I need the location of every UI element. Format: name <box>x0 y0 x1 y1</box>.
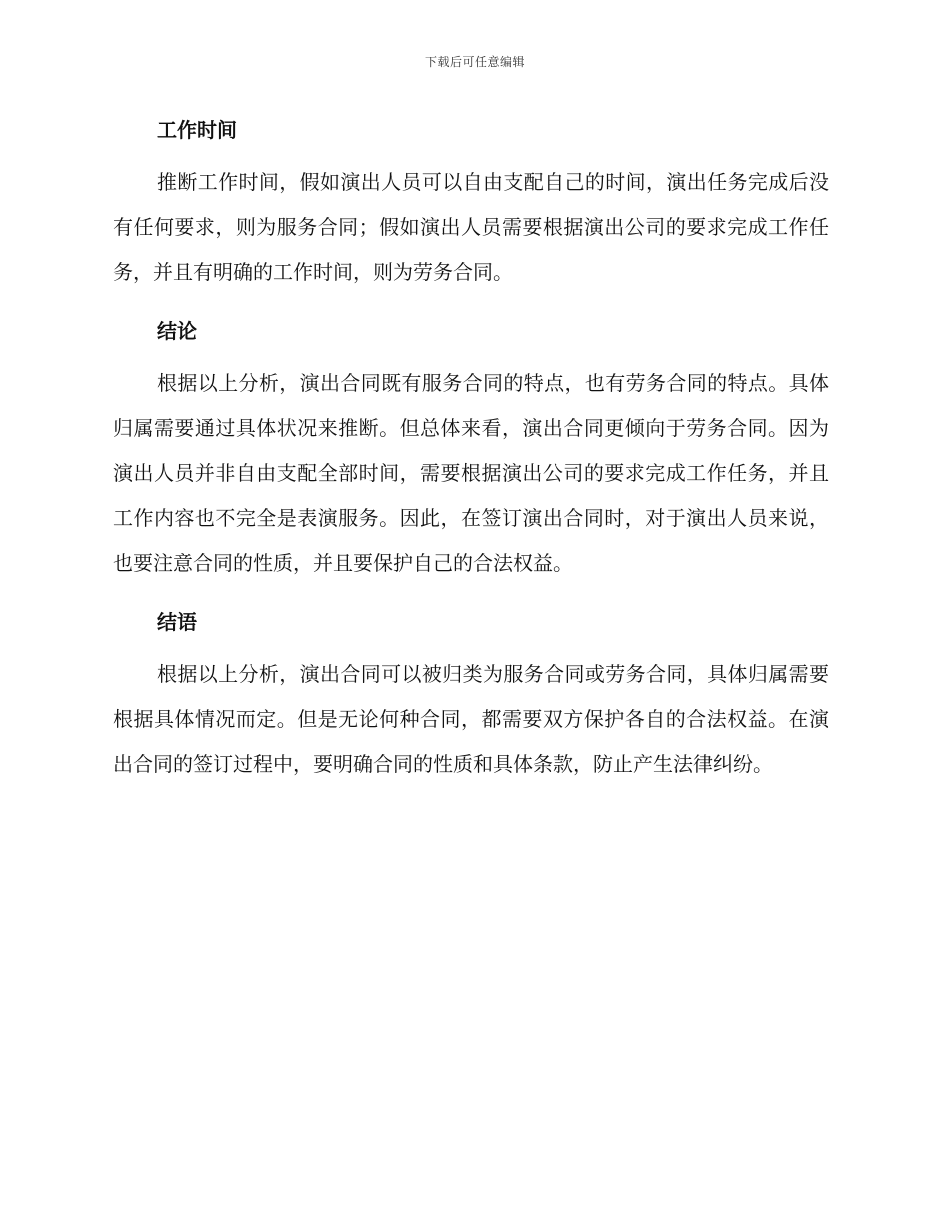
section-title-conclusion: 结论 <box>157 319 197 343</box>
paragraph-work-time: 推断工作时间，假如演出人员可以自由支配自己的时间，演出任务完成后没有任何要求，则为服务合同；假如演出人员需要根据演出公司的要求完成工作任务，并且有明确的工作时间，则为劳务合同。 <box>113 170 829 284</box>
paragraph-conclusion: 根据以上分析，演出合同既有服务合同的特点，也有劳务合同的特点。具体归属需要通过具体状况来推断。但总体来看，演出合同更倾向于劳务合同。因为演出人员并非自由支配全部时间，需要根据演出公司的要求完成工作任务，并且工作内容也不完全是表演服务。因此，在签订演出合同时，对于演出人员来说，也要注意合同的性质，并且要保护自己的合法权益。 <box>113 371 829 575</box>
document-body <box>113 110 829 787</box>
paragraph-closing: 根据以上分析，演出合同可以被归类为服务合同或劳务合同，具体归属需要根据具体情况而定。但是无论何种合同，都需要双方保护各自的合法权益。在演出合同的签订过程中，要明确合同的性质和具体条款，防止产生法律纠纷。 <box>113 662 829 776</box>
section-title-closing: 结语 <box>157 610 197 634</box>
page-header-note: 下载后可任意编辑 <box>424 55 525 69</box>
section-title-work-time: 工作时间 <box>157 118 237 142</box>
